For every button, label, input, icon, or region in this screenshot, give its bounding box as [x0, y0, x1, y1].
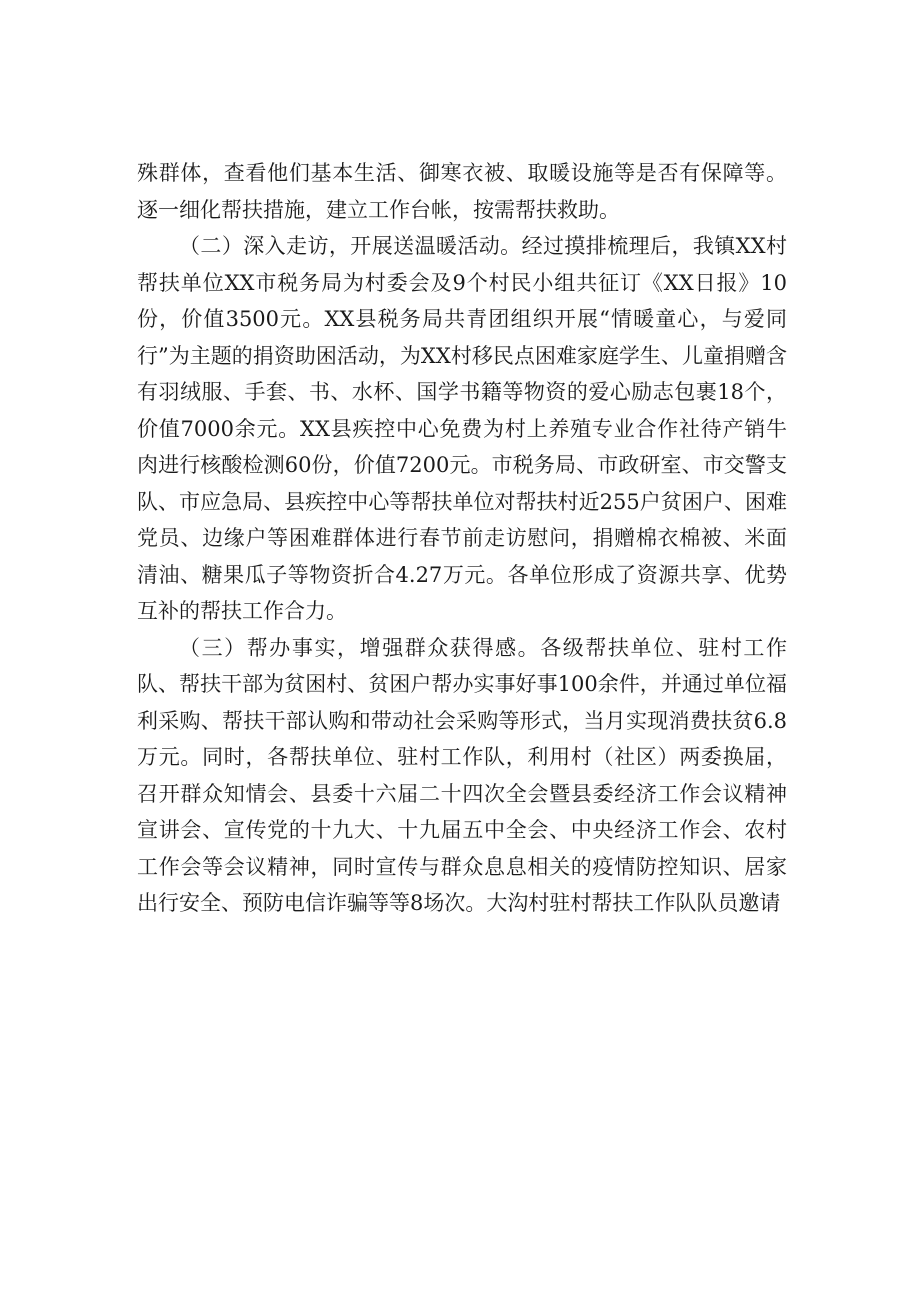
paragraph-section-two: （二）深入走访，开展送温暖活动。经过摸排梳理后，我镇XX村帮扶单位XX市税务局为村委会及9个村民小组共征订《XX日报》10份，价值3500元。XX县税务局共青团组织开展“情暖童心，与爱同行”为主题的捐资助困活动，为XX村移民点困难家庭学生、儿童捐赠含有羽绒服、手套、书、水杯、国学书籍等物资的爱心励志包裹18个，价值7000余元。XX县疾控中心免费为村上养殖专业合作社待产销牛肉进行核酸检测60份，价值7200元。市税务局、市政研室、市交警支队、市应急局、县疾控中心等帮扶单位对帮扶村近255户贫困户、困难党员、边缘户等困难群体进行春节前走访慰问，捐赠棉衣棉被、米面清油、糖果瓜子等物资折合4.27万元。各单位形成了资源共享、优势互补的帮扶工作合力。 [137, 234, 787, 623]
paragraph-continuation: 殊群体，查看他们基本生活、御寒衣被、取暖设施等是否有保障等。逐一细化帮扶措施，建立工作台帐，按需帮扶救助。 [137, 161, 787, 222]
document-body [137, 155, 787, 922]
paragraph-section-three: （三）帮办事实，增强群众获得感。各级帮扶单位、驻村工作队、帮扶干部为贫困村、贫困户帮办实事好事100余件，并通过单位福利采购、帮扶干部认购和带动社会采购等形式，当月实现消费扶贫6.8万元。同时，各帮扶单位、驻村工作队，利用村（社区）两委换届，召开群众知情会、县委十六届二十四次全会暨县委经济工作会议精神宣讲会、宣传党的十九大、十九届五中全会、中央经济工作会、农村工作会等会议精神，同时宣传与群众息息相关的疫情防控知识、居家出行安全、预防电信诈骗等等8场次。大沟村驻村帮扶工作队队员邀请 [137, 635, 787, 915]
